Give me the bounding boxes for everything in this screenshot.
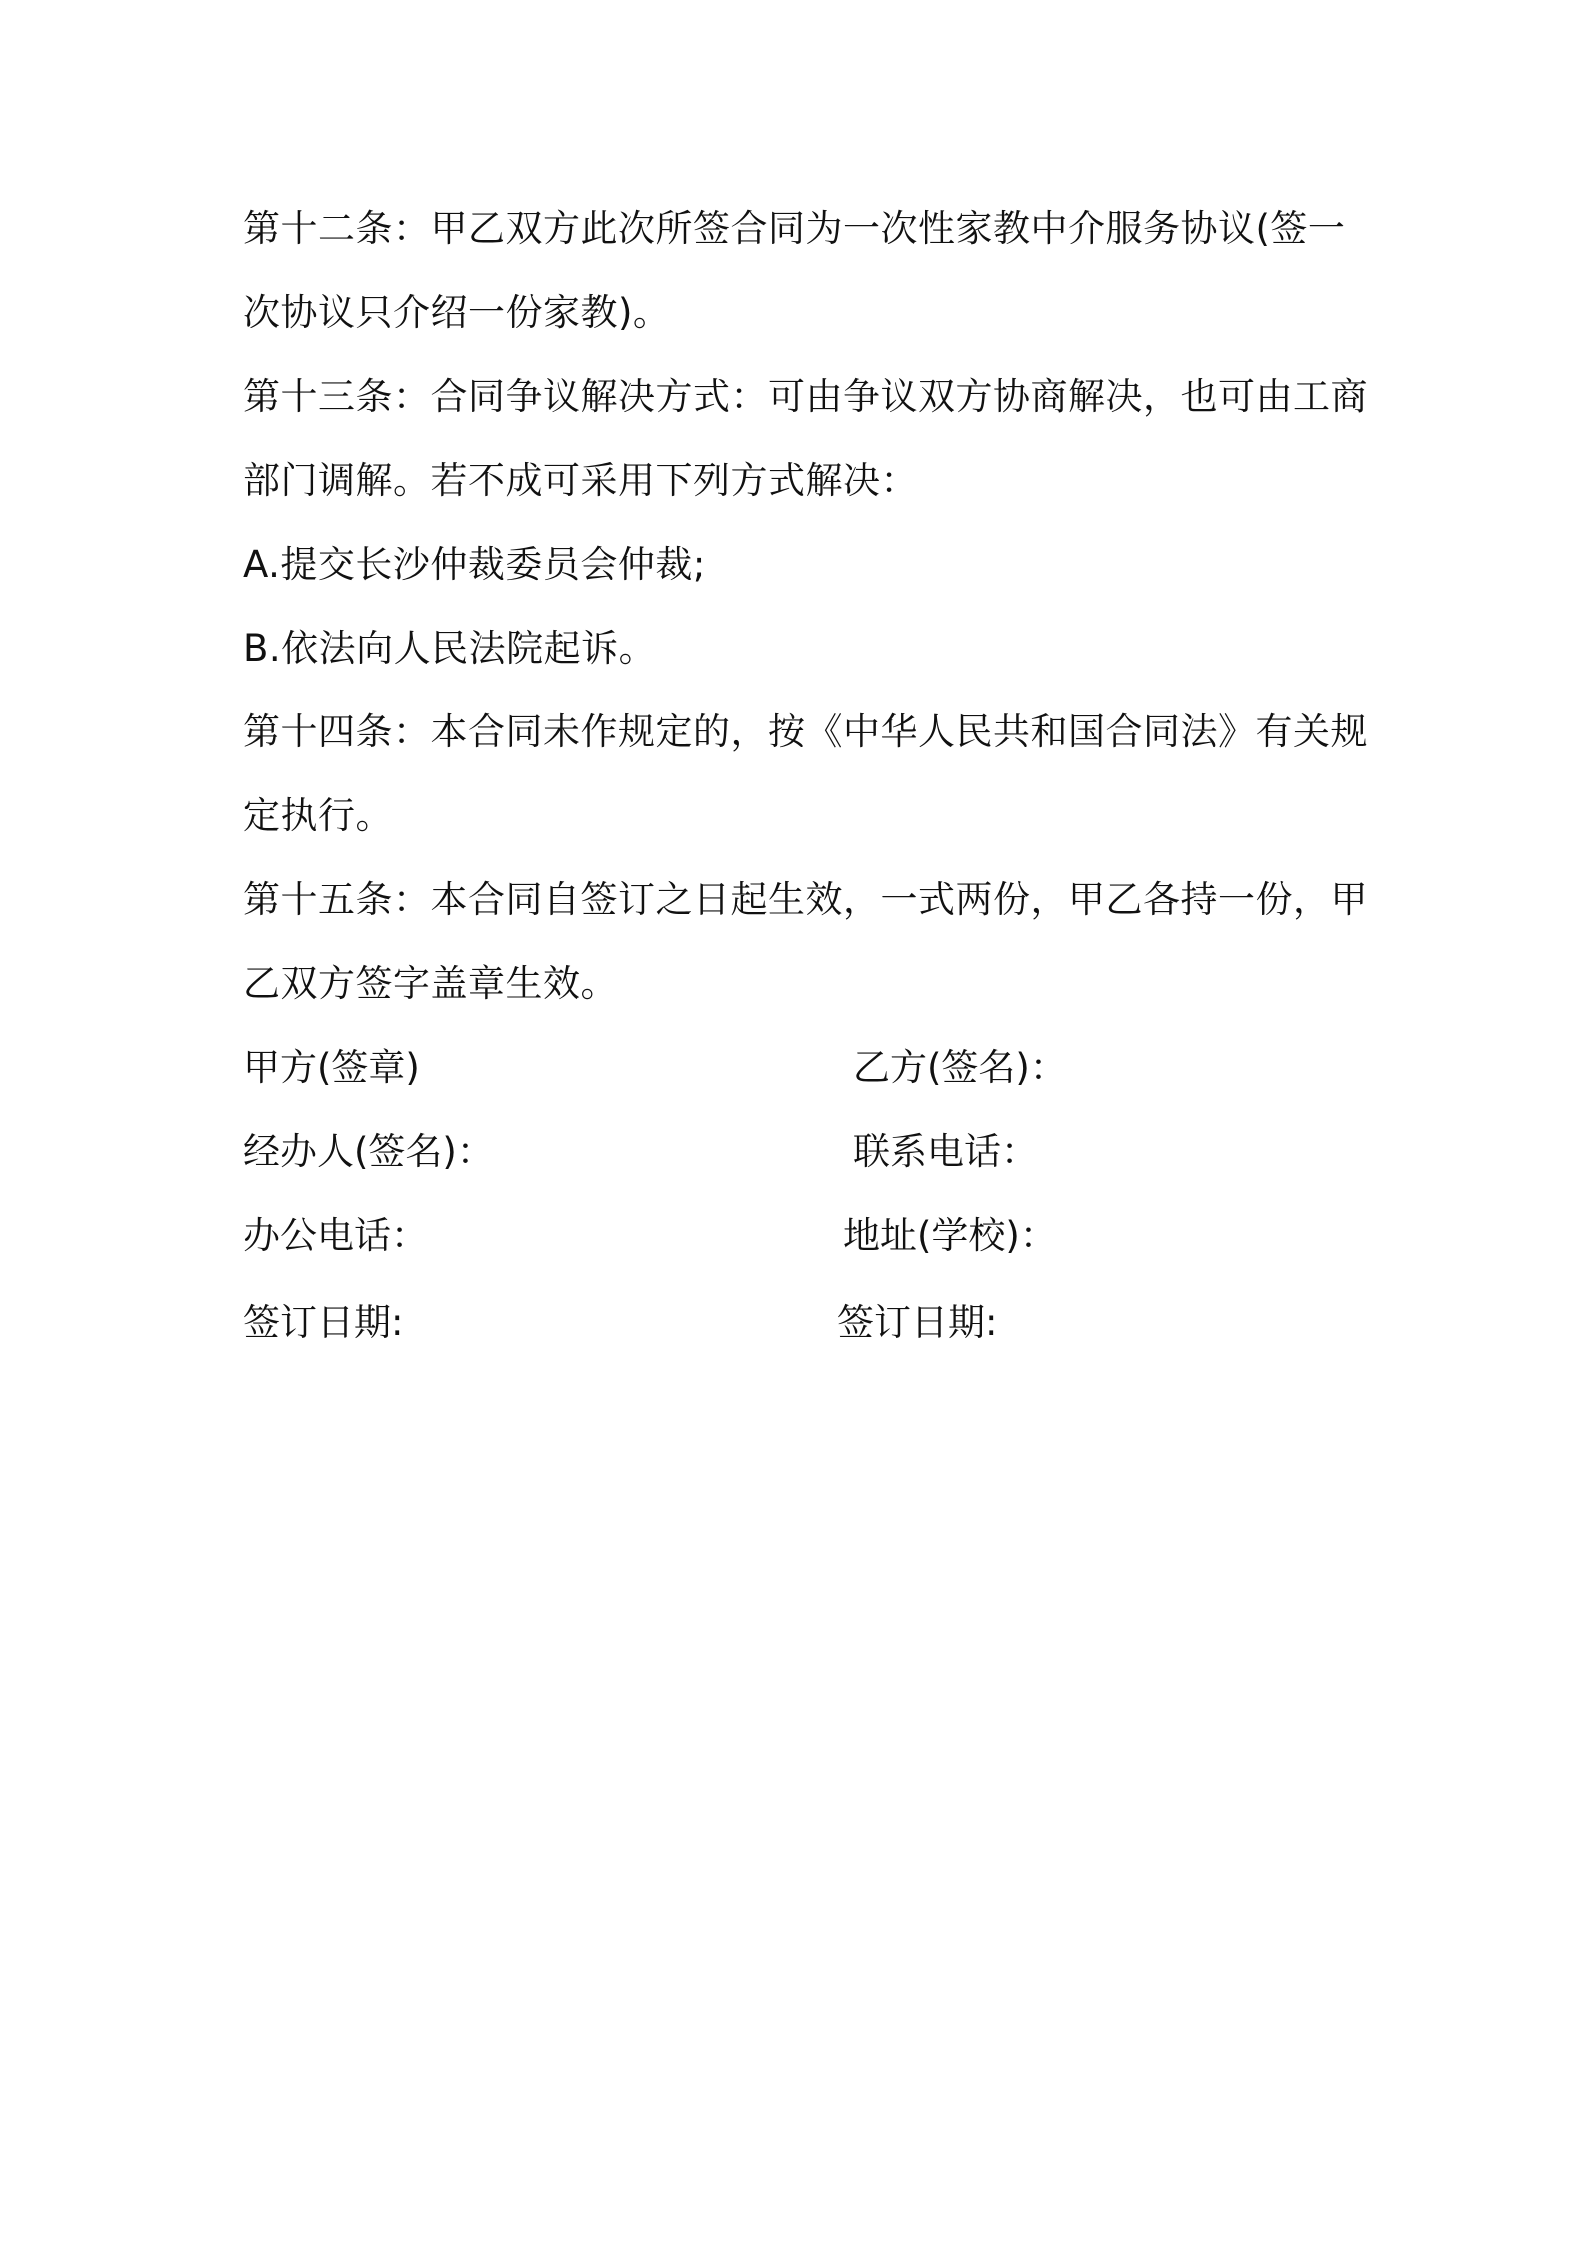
article-13-option-a: A.提交长沙仲裁委员会仲裁; — [243, 543, 706, 586]
article-13-option-b: B.依法向人民法院起诉。 — [243, 627, 657, 670]
party-b-date-label: 签订日期: — [837, 1301, 998, 1344]
handler-sign-label: 经办人(签名)： — [243, 1130, 494, 1173]
signature-row-party — [243, 1044, 1363, 1092]
article-14-line-2: 定执行。 — [243, 794, 393, 837]
article-12-line-2: 次协议只介绍一份家教)。 — [243, 291, 671, 334]
article-15-line-2: 乙双方签字盖章生效。 — [243, 962, 618, 1005]
article-12-line-1: 第十二条：甲乙双方此次所签合同为一次性家教中介服务协议(签一 — [243, 207, 1346, 250]
signature-row-address — [243, 1212, 1363, 1260]
article-13-line-1: 第十三条：合同争议解决方式：可由争议双方协商解决，也可由工商 — [243, 375, 1368, 418]
party-a-seal-label: 甲方(签章) — [243, 1046, 420, 1089]
signature-row-date — [243, 1299, 1363, 1347]
article-14-line-1: 第十四条：本合同未作规定的，按《中华人民共和国合同法》有关规 — [243, 710, 1368, 753]
article-13-line-2: 部门调解。若不成可采用下列方式解决： — [243, 459, 918, 502]
office-phone-label: 办公电话： — [243, 1214, 428, 1257]
article-15-line-1: 第十五条：本合同自签订之日起生效，一式两份，甲乙各持一份，甲 — [243, 878, 1368, 921]
address-school-label: 地址(学校)： — [843, 1214, 1057, 1257]
contact-phone-label: 联系电话： — [853, 1130, 1038, 1173]
party-b-sign-label: 乙方(签名)： — [853, 1046, 1067, 1089]
party-a-date-label: 签订日期: — [243, 1301, 404, 1344]
signature-row-contact — [243, 1128, 1363, 1176]
